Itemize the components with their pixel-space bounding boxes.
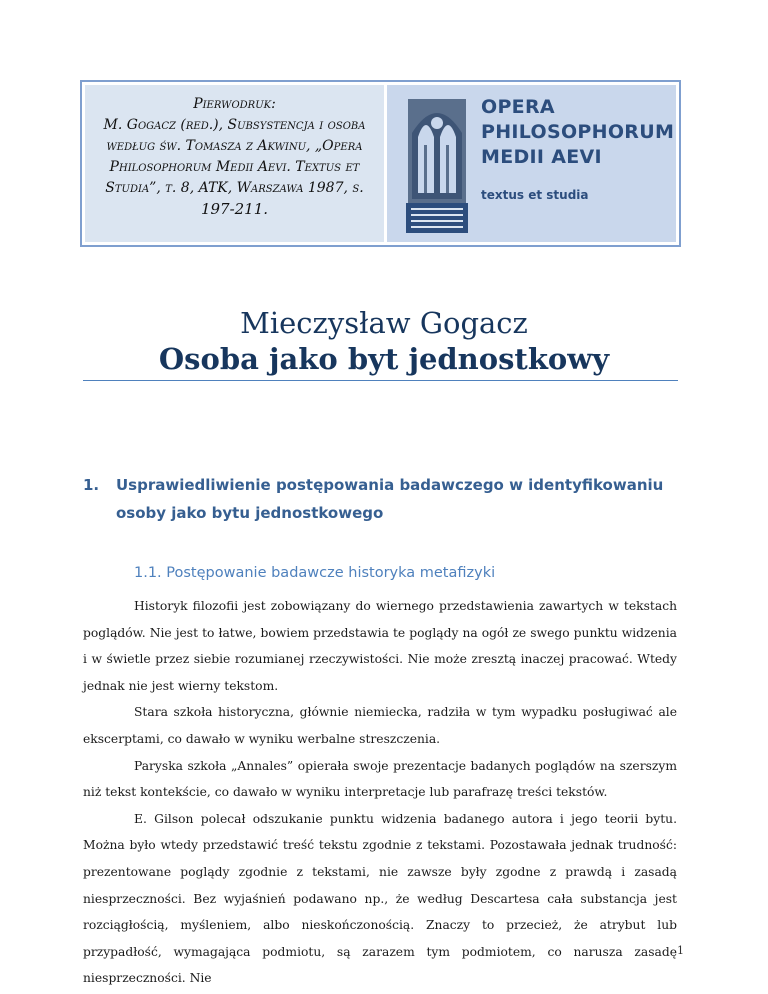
- citation-pages: 197-211.: [200, 200, 269, 218]
- citation-line: M. Gogacz (red.), Subsystencja i osoba: [103, 117, 366, 133]
- first-edition-note: [85, 85, 384, 242]
- gothic-window-logo-icon: [402, 93, 472, 235]
- paragraph: Stara szkoła historyczna, głównie niemiecka, radziła w tym wypadku posługiwać ale ekscerptami, co dawało w wyniku werbalne streszczenia.: [83, 705, 677, 746]
- author-name: Mieczysław Gogacz: [240, 306, 528, 340]
- citation-line: Studia”, t. 8, ATK, Warszawa 1987, s.: [105, 180, 364, 196]
- citation-line: Philosophorum Medii Aevi. Textus et: [109, 159, 360, 175]
- subsection-heading: 1.1. Postępowanie badawcze historyka metafizyki: [134, 565, 496, 581]
- paragraph: Historyk filozofii jest zobowiązany do wiernego przedstawienia zawartych w tekstach poglądów. Nie jest to łatwe, bowiem przedstawia te poglądy na ogół ze swego punktu widzenia i w świetle przez siebie rozumianej rzeczywistości. Nie może zresztą inaczej pracować. Wtedy jednak nie jest wierny tekstom.: [83, 599, 677, 693]
- brand-line: PHILOSOPHORUM: [481, 121, 675, 143]
- brand-line: OPERA: [481, 96, 555, 118]
- section-heading-line: Usprawiedliwienie postępowania badawczego w identyfikowaniu: [116, 476, 664, 494]
- section-heading: [83, 471, 683, 527]
- section-number: 1.: [83, 476, 100, 494]
- citation-line: według św. Tomasza z Akwinu, „Opera: [106, 138, 363, 154]
- publication-banner: [80, 80, 681, 247]
- series-brand: [481, 95, 674, 170]
- document-title: Osoba jako byt jednostkowy: [158, 342, 610, 376]
- series-logo-panel: [387, 85, 676, 242]
- title-divider: [83, 380, 678, 381]
- series-subtitle: textus et studia: [481, 188, 589, 202]
- brand-line: MEDII AEVI: [481, 146, 602, 168]
- paragraph: E. Gilson polecał odszukanie punktu widzenia badanego autora i jego teorii bytu. Można było wtedy przedstawić treść tekstu zgodnie z tekstami. Pozostawała jednak trudność: prezentowane poglądy zgodnie z tekstami, nie zawsze były zgodne z prawdą i zasadą niesprzeczności. Bez wyjaśnień podawano np., że według Descartesa cała substancja jest rozciągłością, myśleniem, albo nieskończonością. Znaczy to przecież, że atrybut lub przypadłość, wymagająca podmiotu, są zarazem tym podmiotem, co narusza zasadę niesprzeczności. Nie: [83, 811, 677, 986]
- section-heading-line: osoby jako bytu jednostkowego: [116, 504, 384, 522]
- body-text: [83, 593, 677, 992]
- paragraph: Paryska szkoła „Annales” opierała swoje prezentacje badanych poglądów na szerszym niż tekst kontekście, co dawało w wyniku interpretacje lub parafrazę treści tekstów.: [83, 758, 677, 800]
- page-number: 1: [677, 944, 684, 957]
- first-edition-heading: Pierwodruk:: [193, 96, 276, 112]
